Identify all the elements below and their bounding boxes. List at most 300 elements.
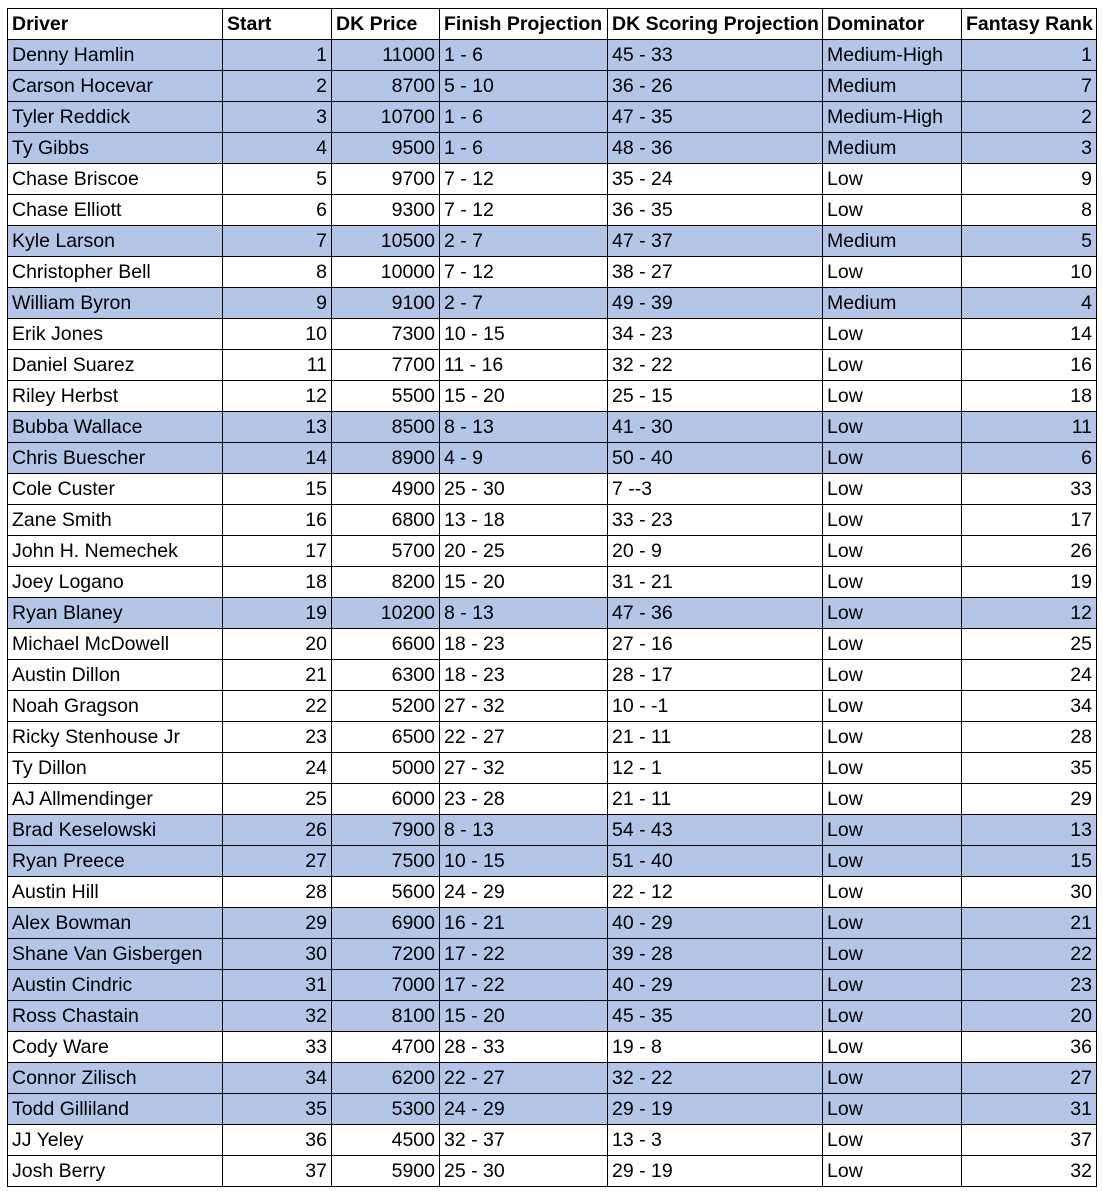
cell-driver[interactable]: John H. Nemechek bbox=[8, 536, 223, 567]
cell-fantasy-rank[interactable]: 17 bbox=[962, 505, 1097, 536]
driver-projection-table bbox=[7, 8, 1097, 1187]
cell-finish-projection[interactable]: 7 - 12 bbox=[440, 257, 608, 288]
cell-start[interactable]: 34 bbox=[223, 1063, 332, 1094]
table-row bbox=[8, 598, 1097, 629]
cell-driver[interactable]: Chase Briscoe bbox=[8, 164, 223, 195]
cell-driver[interactable]: Josh Berry bbox=[8, 1156, 223, 1187]
cell-start[interactable]: 30 bbox=[223, 939, 332, 970]
cell-dominator[interactable]: Low bbox=[823, 846, 962, 877]
projection-sheet bbox=[7, 8, 1097, 1187]
cell-dk-scoring-projection[interactable]: 47 - 37 bbox=[608, 226, 823, 257]
cell-finish-projection[interactable]: 8 - 13 bbox=[440, 598, 608, 629]
cell-fantasy-rank[interactable]: 11 bbox=[962, 412, 1097, 443]
cell-fantasy-rank[interactable]: 4 bbox=[962, 288, 1097, 319]
cell-start[interactable]: 25 bbox=[223, 784, 332, 815]
cell-finish-projection[interactable]: 28 - 33 bbox=[440, 1032, 608, 1063]
cell-dominator[interactable]: Low bbox=[823, 815, 962, 846]
cell-fantasy-rank[interactable]: 8 bbox=[962, 195, 1097, 226]
cell-dk-price[interactable]: 7000 bbox=[332, 970, 440, 1001]
cell-dk-scoring-projection[interactable]: 45 - 35 bbox=[608, 1001, 823, 1032]
cell-dk-scoring-projection[interactable]: 27 - 16 bbox=[608, 629, 823, 660]
cell-dk-price[interactable]: 10200 bbox=[332, 598, 440, 629]
header-driver[interactable]: Driver bbox=[8, 9, 223, 40]
cell-dk-scoring-projection[interactable]: 29 - 19 bbox=[608, 1156, 823, 1187]
cell-driver[interactable]: Ryan Preece bbox=[8, 846, 223, 877]
cell-driver[interactable]: Michael McDowell bbox=[8, 629, 223, 660]
cell-dk-price[interactable]: 8700 bbox=[332, 71, 440, 102]
cell-fantasy-rank[interactable]: 10 bbox=[962, 257, 1097, 288]
cell-dk-price[interactable]: 9100 bbox=[332, 288, 440, 319]
cell-finish-projection[interactable]: 25 - 30 bbox=[440, 1156, 608, 1187]
cell-dominator[interactable]: Low bbox=[823, 1156, 962, 1187]
cell-start[interactable]: 12 bbox=[223, 381, 332, 412]
cell-fantasy-rank[interactable]: 25 bbox=[962, 629, 1097, 660]
cell-dk-price[interactable]: 6200 bbox=[332, 1063, 440, 1094]
cell-dk-price[interactable]: 6800 bbox=[332, 505, 440, 536]
cell-dk-scoring-projection[interactable]: 51 - 40 bbox=[608, 846, 823, 877]
cell-dk-scoring-projection[interactable]: 40 - 29 bbox=[608, 908, 823, 939]
cell-finish-projection[interactable]: 20 - 25 bbox=[440, 536, 608, 567]
cell-fantasy-rank[interactable]: 31 bbox=[962, 1094, 1097, 1125]
cell-start[interactable]: 10 bbox=[223, 319, 332, 350]
cell-driver[interactable]: Ross Chastain bbox=[8, 1001, 223, 1032]
table-row bbox=[8, 536, 1097, 567]
cell-finish-projection[interactable]: 27 - 32 bbox=[440, 753, 608, 784]
cell-finish-projection[interactable]: 1 - 6 bbox=[440, 102, 608, 133]
table-row bbox=[8, 381, 1097, 412]
cell-dk-scoring-projection[interactable]: 47 - 35 bbox=[608, 102, 823, 133]
cell-dk-price[interactable]: 6600 bbox=[332, 629, 440, 660]
cell-driver[interactable]: JJ Yeley bbox=[8, 1125, 223, 1156]
cell-dk-price[interactable]: 5500 bbox=[332, 381, 440, 412]
cell-driver[interactable]: Shane Van Gisbergen bbox=[8, 939, 223, 970]
cell-driver[interactable]: Austin Hill bbox=[8, 877, 223, 908]
cell-dominator[interactable]: Medium-High bbox=[823, 40, 962, 71]
cell-dominator[interactable]: Low bbox=[823, 629, 962, 660]
table-row bbox=[8, 102, 1097, 133]
cell-finish-projection[interactable]: 13 - 18 bbox=[440, 505, 608, 536]
cell-dominator[interactable]: Low bbox=[823, 474, 962, 505]
cell-dk-price[interactable]: 7300 bbox=[332, 319, 440, 350]
cell-dk-scoring-projection[interactable]: 25 - 15 bbox=[608, 381, 823, 412]
cell-dk-price[interactable]: 6900 bbox=[332, 908, 440, 939]
cell-finish-projection[interactable]: 4 - 9 bbox=[440, 443, 608, 474]
cell-dominator[interactable]: Low bbox=[823, 1032, 962, 1063]
cell-fantasy-rank[interactable]: 35 bbox=[962, 753, 1097, 784]
cell-dk-scoring-projection[interactable]: 35 - 24 bbox=[608, 164, 823, 195]
cell-finish-projection[interactable]: 2 - 7 bbox=[440, 226, 608, 257]
cell-start[interactable]: 20 bbox=[223, 629, 332, 660]
cell-fantasy-rank[interactable]: 27 bbox=[962, 1063, 1097, 1094]
header-start[interactable]: Start bbox=[223, 9, 332, 40]
table-row bbox=[8, 288, 1097, 319]
cell-dk-price[interactable]: 11000 bbox=[332, 40, 440, 71]
cell-dominator[interactable]: Low bbox=[823, 257, 962, 288]
cell-start[interactable]: 18 bbox=[223, 567, 332, 598]
cell-driver[interactable]: Christopher Bell bbox=[8, 257, 223, 288]
cell-dk-scoring-projection[interactable]: 39 - 28 bbox=[608, 939, 823, 970]
cell-driver[interactable]: Denny Hamlin bbox=[8, 40, 223, 71]
table-row bbox=[8, 1001, 1097, 1032]
header-fantasy-rank[interactable]: Fantasy Rank bbox=[962, 9, 1097, 40]
cell-fantasy-rank[interactable]: 9 bbox=[962, 164, 1097, 195]
cell-finish-projection[interactable]: 27 - 32 bbox=[440, 691, 608, 722]
table-row bbox=[8, 908, 1097, 939]
table-row bbox=[8, 753, 1097, 784]
cell-finish-projection[interactable]: 25 - 30 bbox=[440, 474, 608, 505]
header-finish-projection[interactable]: Finish Projection bbox=[440, 9, 608, 40]
cell-dk-scoring-projection[interactable]: 10 - -1 bbox=[608, 691, 823, 722]
cell-finish-projection[interactable]: 18 - 23 bbox=[440, 660, 608, 691]
cell-driver[interactable]: Cole Custer bbox=[8, 474, 223, 505]
cell-finish-projection[interactable]: 1 - 6 bbox=[440, 133, 608, 164]
cell-dominator[interactable]: Low bbox=[823, 939, 962, 970]
table-row bbox=[8, 257, 1097, 288]
cell-start[interactable]: 28 bbox=[223, 877, 332, 908]
cell-fantasy-rank[interactable]: 14 bbox=[962, 319, 1097, 350]
cell-dk-scoring-projection[interactable]: 41 - 30 bbox=[608, 412, 823, 443]
cell-fantasy-rank[interactable]: 37 bbox=[962, 1125, 1097, 1156]
cell-finish-projection[interactable]: 15 - 20 bbox=[440, 567, 608, 598]
cell-fantasy-rank[interactable]: 33 bbox=[962, 474, 1097, 505]
table-row bbox=[8, 505, 1097, 536]
cell-driver[interactable]: Chase Elliott bbox=[8, 195, 223, 226]
table-row bbox=[8, 40, 1097, 71]
cell-dk-scoring-projection[interactable]: 47 - 36 bbox=[608, 598, 823, 629]
table-row bbox=[8, 164, 1097, 195]
cell-finish-projection[interactable]: 1 - 6 bbox=[440, 40, 608, 71]
cell-dk-scoring-projection[interactable]: 32 - 22 bbox=[608, 1063, 823, 1094]
cell-fantasy-rank[interactable]: 1 bbox=[962, 40, 1097, 71]
cell-dominator[interactable]: Low bbox=[823, 970, 962, 1001]
cell-dk-price[interactable]: 7700 bbox=[332, 350, 440, 381]
cell-dominator[interactable]: Low bbox=[823, 505, 962, 536]
cell-dk-scoring-projection[interactable]: 50 - 40 bbox=[608, 443, 823, 474]
cell-dk-scoring-projection[interactable]: 45 - 33 bbox=[608, 40, 823, 71]
cell-dk-price[interactable]: 5300 bbox=[332, 1094, 440, 1125]
cell-dk-price[interactable]: 9500 bbox=[332, 133, 440, 164]
cell-start[interactable]: 5 bbox=[223, 164, 332, 195]
cell-dk-scoring-projection[interactable]: 38 - 27 bbox=[608, 257, 823, 288]
cell-start[interactable]: 9 bbox=[223, 288, 332, 319]
cell-dominator[interactable]: Low bbox=[823, 784, 962, 815]
cell-dk-price[interactable]: 8900 bbox=[332, 443, 440, 474]
cell-finish-projection[interactable]: 8 - 13 bbox=[440, 412, 608, 443]
cell-dk-price[interactable]: 5700 bbox=[332, 536, 440, 567]
table-row bbox=[8, 1125, 1097, 1156]
cell-dk-scoring-projection[interactable]: 33 - 23 bbox=[608, 505, 823, 536]
cell-fantasy-rank[interactable]: 28 bbox=[962, 722, 1097, 753]
cell-dk-price[interactable]: 7500 bbox=[332, 846, 440, 877]
cell-dominator[interactable]: Low bbox=[823, 753, 962, 784]
cell-finish-projection[interactable]: 32 - 37 bbox=[440, 1125, 608, 1156]
cell-dk-scoring-projection[interactable]: 28 - 17 bbox=[608, 660, 823, 691]
cell-dk-scoring-projection[interactable]: 21 - 11 bbox=[608, 722, 823, 753]
cell-finish-projection[interactable]: 15 - 20 bbox=[440, 1001, 608, 1032]
cell-start[interactable]: 21 bbox=[223, 660, 332, 691]
table-row bbox=[8, 1032, 1097, 1063]
cell-dk-scoring-projection[interactable]: 34 - 23 bbox=[608, 319, 823, 350]
table-row bbox=[8, 1094, 1097, 1125]
cell-driver[interactable]: Austin Dillon bbox=[8, 660, 223, 691]
cell-finish-projection[interactable]: 10 - 15 bbox=[440, 319, 608, 350]
table-row bbox=[8, 660, 1097, 691]
cell-finish-projection[interactable]: 24 - 29 bbox=[440, 877, 608, 908]
cell-dominator[interactable]: Low bbox=[823, 536, 962, 567]
table-row bbox=[8, 970, 1097, 1001]
cell-driver[interactable]: Bubba Wallace bbox=[8, 412, 223, 443]
cell-driver[interactable]: Cody Ware bbox=[8, 1032, 223, 1063]
cell-dk-price[interactable]: 5000 bbox=[332, 753, 440, 784]
table-row bbox=[8, 319, 1097, 350]
cell-dominator[interactable]: Medium bbox=[823, 226, 962, 257]
cell-dominator[interactable]: Medium bbox=[823, 71, 962, 102]
cell-start[interactable]: 26 bbox=[223, 815, 332, 846]
cell-fantasy-rank[interactable]: 36 bbox=[962, 1032, 1097, 1063]
cell-dominator[interactable]: Low bbox=[823, 1063, 962, 1094]
cell-start[interactable]: 35 bbox=[223, 1094, 332, 1125]
cell-dk-scoring-projection[interactable]: 20 - 9 bbox=[608, 536, 823, 567]
cell-dk-scoring-projection[interactable]: 40 - 29 bbox=[608, 970, 823, 1001]
cell-fantasy-rank[interactable]: 22 bbox=[962, 939, 1097, 970]
cell-dk-price[interactable]: 10700 bbox=[332, 102, 440, 133]
cell-driver[interactable]: Riley Herbst bbox=[8, 381, 223, 412]
cell-driver[interactable]: Chris Buescher bbox=[8, 443, 223, 474]
cell-dominator[interactable]: Low bbox=[823, 598, 962, 629]
cell-dk-price[interactable]: 8500 bbox=[332, 412, 440, 443]
cell-start[interactable]: 14 bbox=[223, 443, 332, 474]
cell-dominator[interactable]: Medium-High bbox=[823, 102, 962, 133]
cell-start[interactable]: 27 bbox=[223, 846, 332, 877]
cell-finish-projection[interactable]: 7 - 12 bbox=[440, 164, 608, 195]
cell-dominator[interactable]: Medium bbox=[823, 133, 962, 164]
cell-driver[interactable]: William Byron bbox=[8, 288, 223, 319]
cell-driver[interactable]: Carson Hocevar bbox=[8, 71, 223, 102]
cell-finish-projection[interactable]: 18 - 23 bbox=[440, 629, 608, 660]
cell-dk-price[interactable]: 5900 bbox=[332, 1156, 440, 1187]
cell-dominator[interactable]: Medium bbox=[823, 288, 962, 319]
cell-start[interactable]: 3 bbox=[223, 102, 332, 133]
cell-dk-scoring-projection[interactable]: 7 --3 bbox=[608, 474, 823, 505]
cell-dominator[interactable]: Low bbox=[823, 722, 962, 753]
cell-driver[interactable]: Ricky Stenhouse Jr bbox=[8, 722, 223, 753]
cell-finish-projection[interactable]: 15 - 20 bbox=[440, 381, 608, 412]
table-row bbox=[8, 350, 1097, 381]
cell-driver[interactable]: Noah Gragson bbox=[8, 691, 223, 722]
cell-dominator[interactable]: Low bbox=[823, 1125, 962, 1156]
cell-fantasy-rank[interactable]: 29 bbox=[962, 784, 1097, 815]
cell-start[interactable]: 19 bbox=[223, 598, 332, 629]
cell-finish-projection[interactable]: 5 - 10 bbox=[440, 71, 608, 102]
cell-dk-price[interactable]: 9300 bbox=[332, 195, 440, 226]
cell-fantasy-rank[interactable]: 2 bbox=[962, 102, 1097, 133]
cell-dk-price[interactable]: 6000 bbox=[332, 784, 440, 815]
cell-fantasy-rank[interactable]: 19 bbox=[962, 567, 1097, 598]
cell-driver[interactable]: Ty Dillon bbox=[8, 753, 223, 784]
cell-fantasy-rank[interactable]: 12 bbox=[962, 598, 1097, 629]
cell-driver[interactable]: AJ Allmendinger bbox=[8, 784, 223, 815]
cell-fantasy-rank[interactable]: 30 bbox=[962, 877, 1097, 908]
cell-dk-scoring-projection[interactable]: 32 - 22 bbox=[608, 350, 823, 381]
cell-start[interactable]: 4 bbox=[223, 133, 332, 164]
cell-dominator[interactable]: Low bbox=[823, 195, 962, 226]
cell-driver[interactable]: Daniel Suarez bbox=[8, 350, 223, 381]
cell-start[interactable]: 22 bbox=[223, 691, 332, 722]
cell-dk-price[interactable]: 6500 bbox=[332, 722, 440, 753]
table-row bbox=[8, 133, 1097, 164]
header-dominator[interactable]: Dominator bbox=[823, 9, 962, 40]
cell-start[interactable]: 37 bbox=[223, 1156, 332, 1187]
cell-finish-projection[interactable]: 10 - 15 bbox=[440, 846, 608, 877]
cell-fantasy-rank[interactable]: 23 bbox=[962, 970, 1097, 1001]
cell-dominator[interactable]: Low bbox=[823, 1001, 962, 1032]
cell-dk-scoring-projection[interactable]: 12 - 1 bbox=[608, 753, 823, 784]
cell-fantasy-rank[interactable]: 5 bbox=[962, 226, 1097, 257]
table-row bbox=[8, 195, 1097, 226]
cell-dominator[interactable]: Low bbox=[823, 381, 962, 412]
table-row bbox=[8, 877, 1097, 908]
cell-start[interactable]: 24 bbox=[223, 753, 332, 784]
cell-driver[interactable]: Connor Zilisch bbox=[8, 1063, 223, 1094]
cell-dominator[interactable]: Low bbox=[823, 691, 962, 722]
cell-dominator[interactable]: Low bbox=[823, 350, 962, 381]
cell-driver[interactable]: Tyler Reddick bbox=[8, 102, 223, 133]
cell-start[interactable]: 16 bbox=[223, 505, 332, 536]
cell-start[interactable]: 15 bbox=[223, 474, 332, 505]
cell-start[interactable]: 1 bbox=[223, 40, 332, 71]
cell-dk-price[interactable]: 8100 bbox=[332, 1001, 440, 1032]
cell-start[interactable]: 2 bbox=[223, 71, 332, 102]
cell-fantasy-rank[interactable]: 34 bbox=[962, 691, 1097, 722]
cell-dk-scoring-projection[interactable]: 49 - 39 bbox=[608, 288, 823, 319]
cell-dk-price[interactable]: 7200 bbox=[332, 939, 440, 970]
cell-driver[interactable]: Ryan Blaney bbox=[8, 598, 223, 629]
cell-dk-scoring-projection[interactable]: 19 - 8 bbox=[608, 1032, 823, 1063]
cell-finish-projection[interactable]: 7 - 12 bbox=[440, 195, 608, 226]
cell-fantasy-rank[interactable]: 18 bbox=[962, 381, 1097, 412]
cell-start[interactable]: 29 bbox=[223, 908, 332, 939]
cell-driver[interactable]: Ty Gibbs bbox=[8, 133, 223, 164]
cell-fantasy-rank[interactable]: 15 bbox=[962, 846, 1097, 877]
cell-dominator[interactable]: Low bbox=[823, 319, 962, 350]
header-row bbox=[8, 9, 1097, 40]
cell-dk-price[interactable]: 10000 bbox=[332, 257, 440, 288]
cell-driver[interactable]: Kyle Larson bbox=[8, 226, 223, 257]
cell-start[interactable]: 8 bbox=[223, 257, 332, 288]
cell-dk-scoring-projection[interactable]: 21 - 11 bbox=[608, 784, 823, 815]
cell-finish-projection[interactable]: 17 - 22 bbox=[440, 970, 608, 1001]
cell-start[interactable]: 13 bbox=[223, 412, 332, 443]
cell-driver[interactable]: Erik Jones bbox=[8, 319, 223, 350]
table-row bbox=[8, 939, 1097, 970]
cell-finish-projection[interactable]: 22 - 27 bbox=[440, 1063, 608, 1094]
cell-dk-scoring-projection[interactable]: 29 - 19 bbox=[608, 1094, 823, 1125]
header-dk-scoring-projection[interactable]: DK Scoring Projection bbox=[608, 9, 823, 40]
cell-start[interactable]: 17 bbox=[223, 536, 332, 567]
cell-fantasy-rank[interactable]: 32 bbox=[962, 1156, 1097, 1187]
cell-dominator[interactable]: Low bbox=[823, 164, 962, 195]
cell-fantasy-rank[interactable]: 20 bbox=[962, 1001, 1097, 1032]
table-row bbox=[8, 1156, 1097, 1187]
cell-dk-scoring-projection[interactable]: 31 - 21 bbox=[608, 567, 823, 598]
cell-driver[interactable]: Alex Bowman bbox=[8, 908, 223, 939]
cell-driver[interactable]: Zane Smith bbox=[8, 505, 223, 536]
cell-start[interactable]: 11 bbox=[223, 350, 332, 381]
table-row bbox=[8, 722, 1097, 753]
cell-finish-projection[interactable]: 23 - 28 bbox=[440, 784, 608, 815]
cell-dominator[interactable]: Low bbox=[823, 1094, 962, 1125]
cell-start[interactable]: 23 bbox=[223, 722, 332, 753]
cell-dominator[interactable]: Low bbox=[823, 443, 962, 474]
header-dk-price[interactable]: DK Price bbox=[332, 9, 440, 40]
cell-finish-projection[interactable]: 8 - 13 bbox=[440, 815, 608, 846]
cell-dk-scoring-projection[interactable]: 54 - 43 bbox=[608, 815, 823, 846]
table-row bbox=[8, 691, 1097, 722]
cell-start[interactable]: 32 bbox=[223, 1001, 332, 1032]
cell-driver[interactable]: Austin Cindric bbox=[8, 970, 223, 1001]
cell-finish-projection[interactable]: 24 - 29 bbox=[440, 1094, 608, 1125]
cell-fantasy-rank[interactable]: 7 bbox=[962, 71, 1097, 102]
cell-dk-price[interactable]: 5600 bbox=[332, 877, 440, 908]
cell-finish-projection[interactable]: 16 - 21 bbox=[440, 908, 608, 939]
cell-dk-scoring-projection[interactable]: 22 - 12 bbox=[608, 877, 823, 908]
cell-start[interactable]: 31 bbox=[223, 970, 332, 1001]
cell-dk-scoring-projection[interactable]: 48 - 36 bbox=[608, 133, 823, 164]
cell-dk-scoring-projection[interactable]: 13 - 3 bbox=[608, 1125, 823, 1156]
cell-dk-price[interactable]: 8200 bbox=[332, 567, 440, 598]
cell-dominator[interactable]: Low bbox=[823, 908, 962, 939]
cell-dk-price[interactable]: 4700 bbox=[332, 1032, 440, 1063]
cell-dk-scoring-projection[interactable]: 36 - 26 bbox=[608, 71, 823, 102]
cell-dk-price[interactable]: 9700 bbox=[332, 164, 440, 195]
cell-dk-price[interactable]: 6300 bbox=[332, 660, 440, 691]
cell-fantasy-rank[interactable]: 24 bbox=[962, 660, 1097, 691]
cell-dominator[interactable]: Low bbox=[823, 660, 962, 691]
cell-dk-price[interactable]: 7900 bbox=[332, 815, 440, 846]
cell-fantasy-rank[interactable]: 13 bbox=[962, 815, 1097, 846]
cell-dominator[interactable]: Low bbox=[823, 567, 962, 598]
cell-finish-projection[interactable]: 17 - 22 bbox=[440, 939, 608, 970]
table-row bbox=[8, 567, 1097, 598]
table-row bbox=[8, 815, 1097, 846]
cell-finish-projection[interactable]: 11 - 16 bbox=[440, 350, 608, 381]
cell-finish-projection[interactable]: 2 - 7 bbox=[440, 288, 608, 319]
cell-dominator[interactable]: Low bbox=[823, 412, 962, 443]
cell-dk-price[interactable]: 4500 bbox=[332, 1125, 440, 1156]
cell-fantasy-rank[interactable]: 21 bbox=[962, 908, 1097, 939]
cell-start[interactable]: 6 bbox=[223, 195, 332, 226]
cell-finish-projection[interactable]: 22 - 27 bbox=[440, 722, 608, 753]
cell-dominator[interactable]: Low bbox=[823, 877, 962, 908]
cell-driver[interactable]: Brad Keselowski bbox=[8, 815, 223, 846]
cell-dk-price[interactable]: 5200 bbox=[332, 691, 440, 722]
cell-dk-price[interactable]: 10500 bbox=[332, 226, 440, 257]
cell-start[interactable]: 36 bbox=[223, 1125, 332, 1156]
table-row bbox=[8, 1063, 1097, 1094]
cell-fantasy-rank[interactable]: 6 bbox=[962, 443, 1097, 474]
cell-dk-scoring-projection[interactable]: 36 - 35 bbox=[608, 195, 823, 226]
cell-driver[interactable]: Todd Gilliland bbox=[8, 1094, 223, 1125]
cell-fantasy-rank[interactable]: 3 bbox=[962, 133, 1097, 164]
cell-fantasy-rank[interactable]: 26 bbox=[962, 536, 1097, 567]
cell-start[interactable]: 7 bbox=[223, 226, 332, 257]
table-row bbox=[8, 474, 1097, 505]
cell-fantasy-rank[interactable]: 16 bbox=[962, 350, 1097, 381]
cell-driver[interactable]: Joey Logano bbox=[8, 567, 223, 598]
cell-dk-price[interactable]: 4900 bbox=[332, 474, 440, 505]
table-row bbox=[8, 629, 1097, 660]
cell-start[interactable]: 33 bbox=[223, 1032, 332, 1063]
